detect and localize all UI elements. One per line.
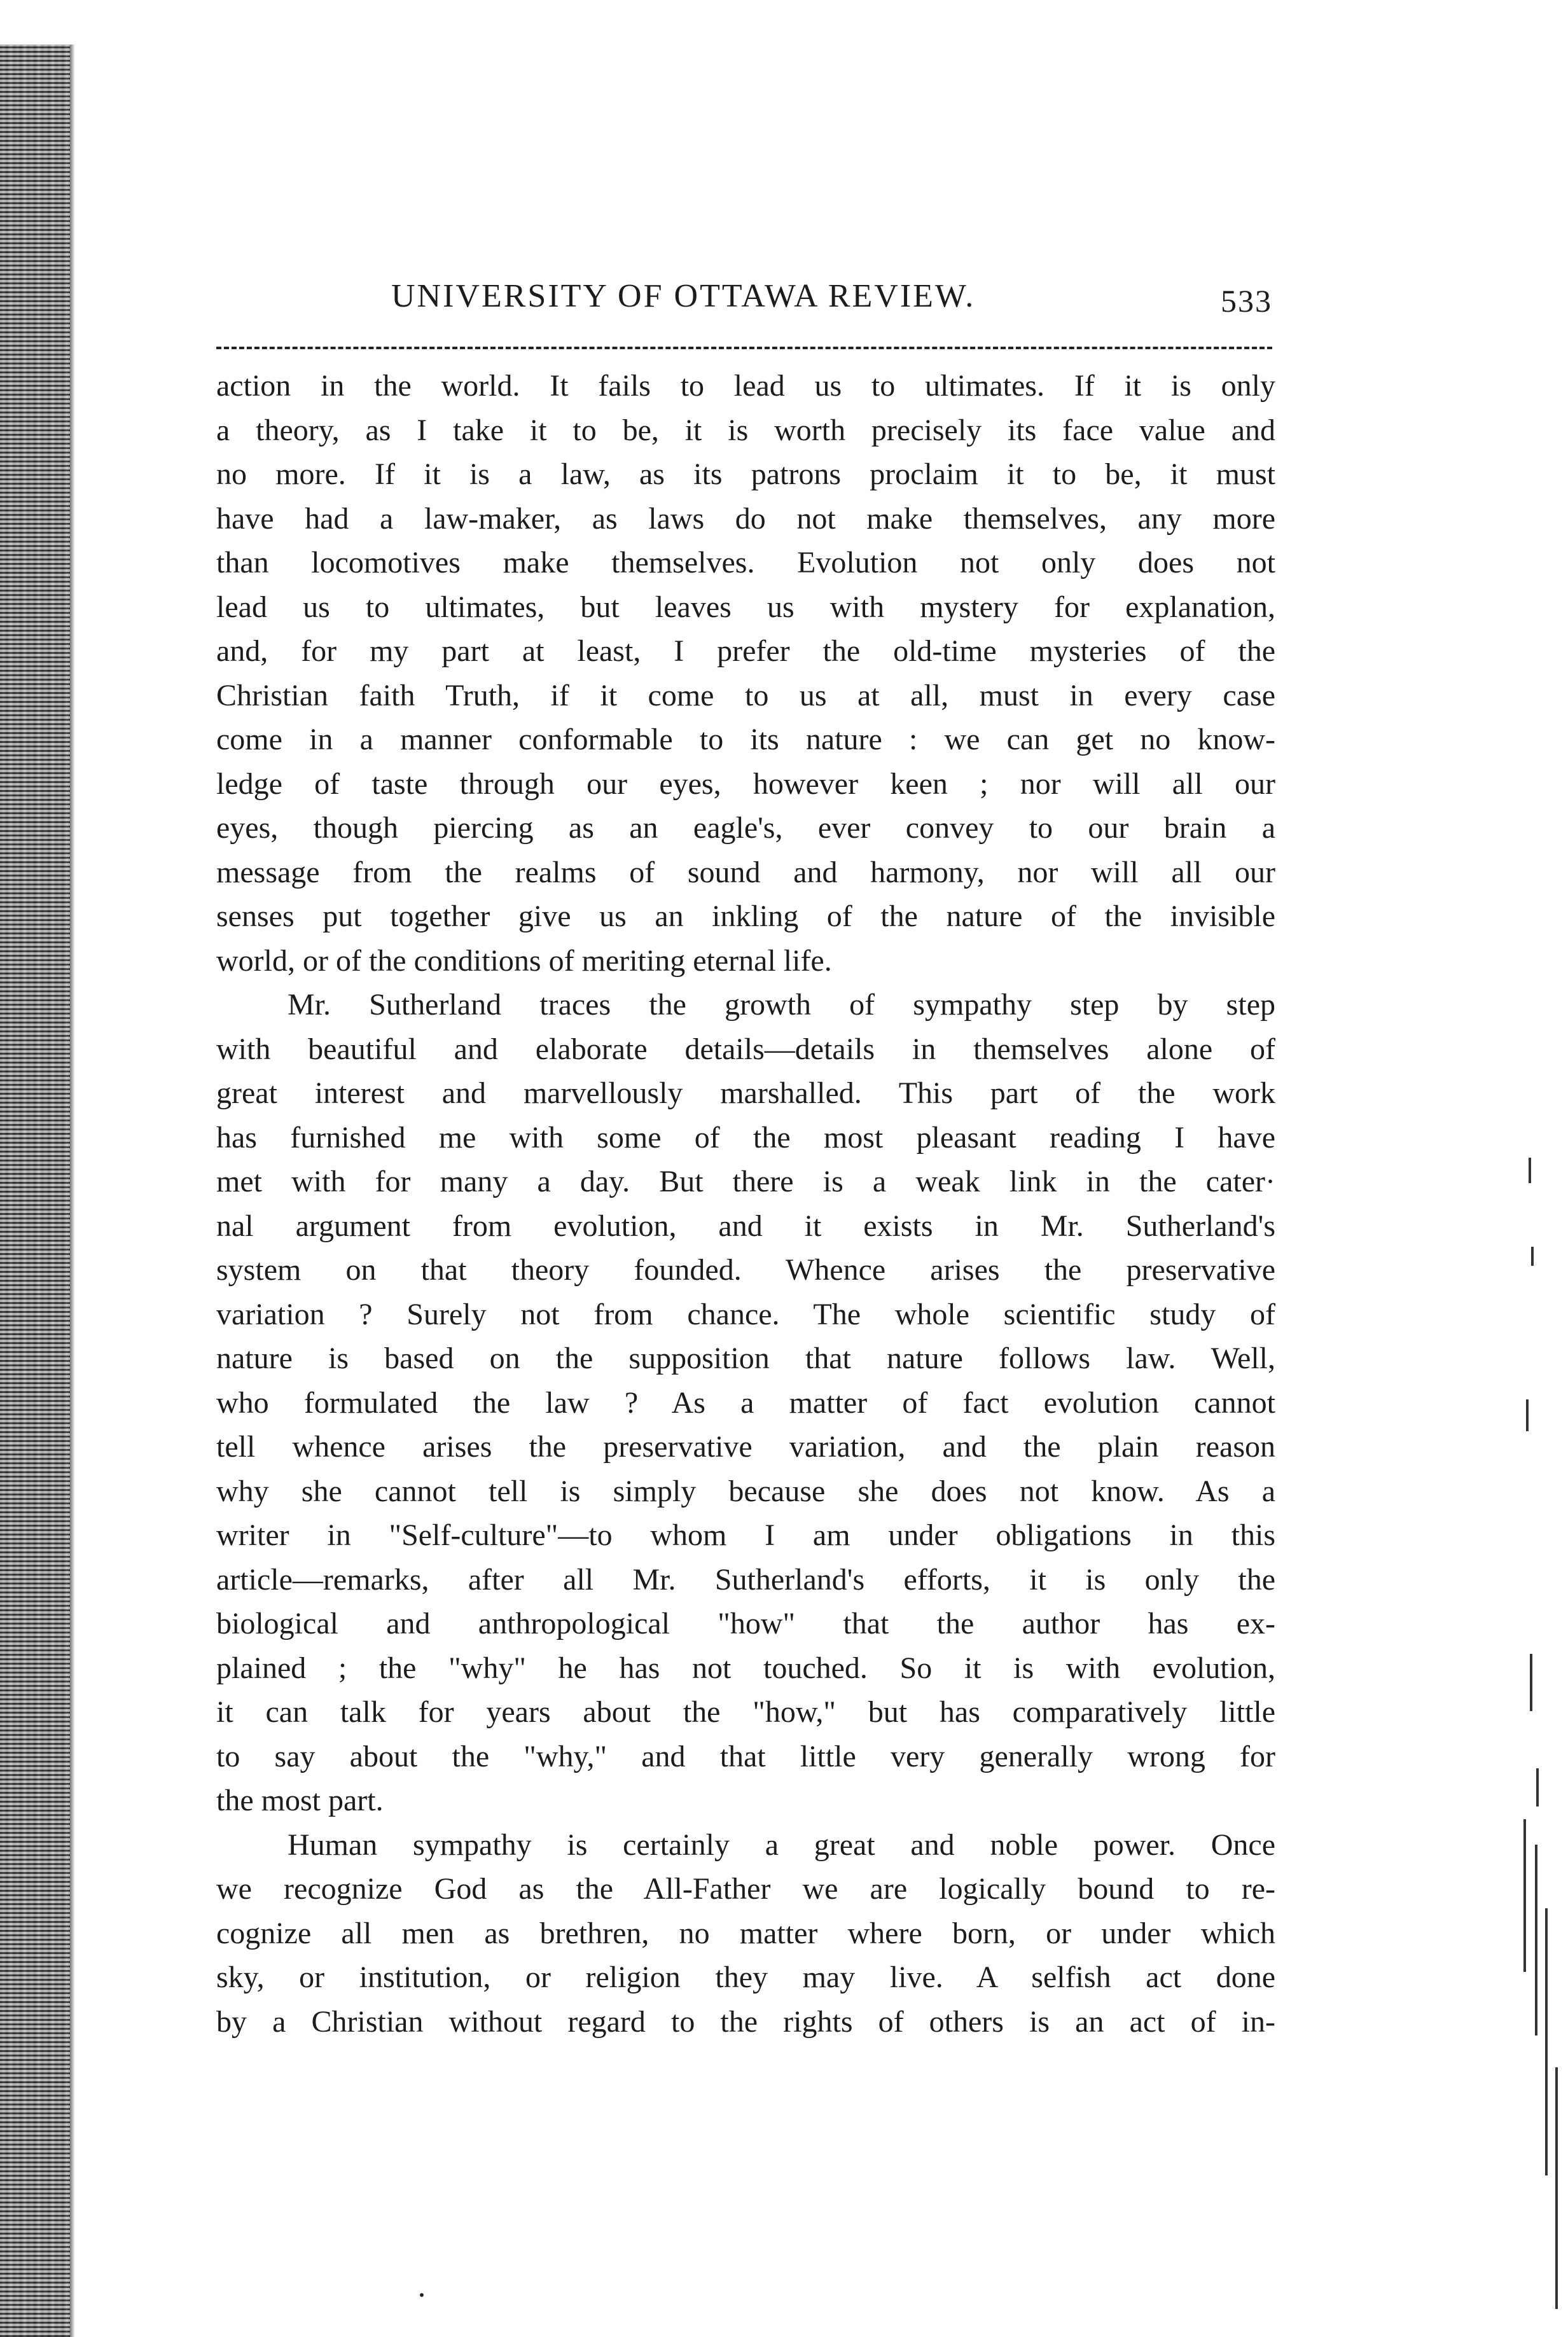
text-line: no more. If it is a law, as its patrons proclaim it to be, it must <box>216 457 1275 491</box>
running-head <box>216 277 1272 328</box>
text-line: with beautiful and elaborate details—details in themselves alone of <box>216 1032 1275 1066</box>
text-line: come in a manner conformable to its nature : we can get no know- <box>216 723 1275 756</box>
text-line: and, for my part at least, I prefer the old-time mysteries of the <box>216 634 1275 668</box>
text-line: action in the world. It fails to lead us to ultimates. If it is only <box>216 369 1275 403</box>
text-line: Mr. Sutherland traces the growth of sympathy step by step <box>288 988 1275 1022</box>
text-line: the most part. <box>216 1784 384 1817</box>
text-line: eyes, though piercing as an eagle's, ever convey to our brain a <box>216 811 1275 845</box>
text-line: to say about the "why," and that little very generally wrong for <box>216 1739 1275 1773</box>
text-line: nal argument from evolution, and it exists in Mr. Sutherland's <box>216 1209 1275 1243</box>
text-line: system on that theory founded. Whence arises the preservative <box>216 1253 1275 1287</box>
text-line: than locomotives make themselves. Evolution not only does not <box>216 546 1275 579</box>
text-line: ledge of taste through our eyes, however keen ; nor will all our <box>216 766 1275 801</box>
page-number: 533 <box>1221 283 1272 319</box>
text-line: a theory, as I take it to be, it is worth precisely its face value and <box>216 413 1275 447</box>
margin-specks <box>1517 1145 1568 2337</box>
binding-shadow <box>70 45 75 2337</box>
text-line: world, or of the conditions of meriting eternal life. <box>216 943 832 978</box>
text-line: tell whence arises the preservative variation, and the plain reason <box>216 1430 1275 1464</box>
text-line: variation ? Surely not from chance. The whole scientific study of <box>216 1297 1275 1331</box>
text-line: Human sympathy is certainly a great and noble power. Once <box>288 1827 1275 1862</box>
body-text <box>216 364 1275 2044</box>
text-line: have had a law-maker, as laws do not make themselves, any more <box>216 501 1275 536</box>
text-line: writer in "Self-culture"—to whom I am under obligations in this <box>216 1518 1275 1552</box>
text-line: great interest and marvellously marshalled. This part of the work <box>216 1076 1275 1110</box>
text-line: cognize all men as brethren, no matter where born, or under which <box>216 1916 1275 1950</box>
text-line: sky, or institution, or religion they may live. A selfish act done <box>216 1960 1275 1994</box>
header-rule <box>216 347 1272 349</box>
text-line: has furnished me with some of the most pleasant reading I have <box>216 1120 1275 1155</box>
text-line: senses put together give us an inkling of the nature of the invisible <box>216 899 1275 933</box>
stray-mark <box>420 2293 424 2297</box>
text-line: article—remarks, after all Mr. Sutherland's efforts, it is only the <box>216 1562 1275 1597</box>
text-line: message from the realms of sound and harmony, nor will all our <box>216 855 1275 889</box>
text-line: nature is based on the supposition that nature follows law. Well, <box>216 1342 1275 1375</box>
text-line: it can talk for years about the "how," but has comparatively little <box>216 1695 1275 1729</box>
book-binding-edge <box>0 45 70 2337</box>
text-line: plained ; the "why" he has not touched. So it is with evolution, <box>216 1651 1275 1685</box>
text-line: we recognize God as the All-Father we are logically bound to re- <box>216 1872 1275 1906</box>
text-line: lead us to ultimates, but leaves us with mystery for explanation, <box>216 590 1275 624</box>
text-line: who formulated the law ? As a matter of fact evolution cannot <box>216 1385 1275 1420</box>
text-line: biological and anthropological "how" that the author has ex- <box>216 1607 1275 1640</box>
text-line: met with for many a day. But there is a weak link in the cater· <box>216 1165 1275 1198</box>
running-title: UNIVERSITY OF OTTAWA REVIEW. <box>391 278 976 314</box>
text-line: why she cannot tell is simply because she does not know. As a <box>216 1474 1275 1508</box>
text-line: Christian faith Truth, if it come to us at all, must in every case <box>216 678 1275 712</box>
text-line: by a Christian without regard to the rights of others is an act of in- <box>216 2004 1275 2039</box>
